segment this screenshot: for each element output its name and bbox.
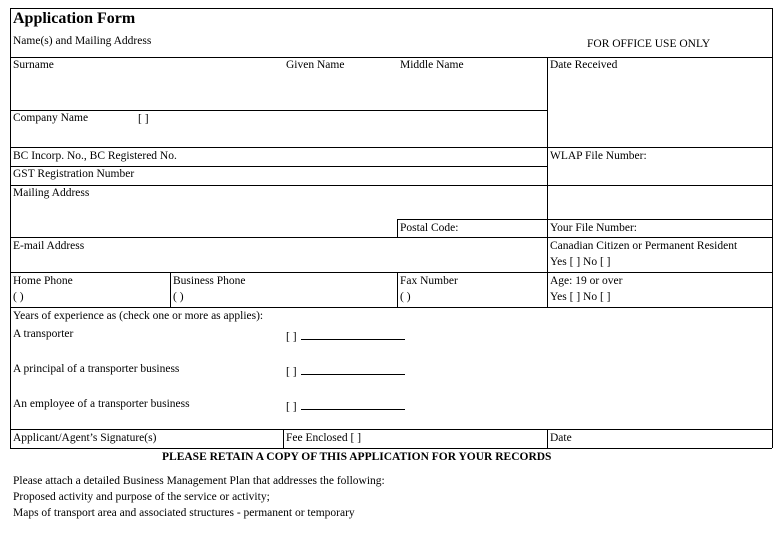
email-field[interactable]: E-mail Address: [13, 240, 85, 252]
row-line: [10, 166, 547, 167]
attach-note: Please attach a detailed Business Management Plan that addresses the following:: [13, 475, 385, 487]
years-blank[interactable]: [301, 399, 405, 410]
middle-name-field[interactable]: Middle Name: [400, 59, 464, 71]
row-line: [10, 57, 772, 58]
company-checkbox[interactable]: [ ]: [138, 113, 149, 125]
row-line: [10, 429, 772, 430]
citizen-label: Canadian Citizen or Permanent Resident: [550, 240, 738, 252]
checkbox-text: [ ]: [286, 366, 297, 378]
your-file-field[interactable]: Your File Number:: [550, 222, 638, 234]
transporter-checkbox[interactable]: [286, 329, 405, 344]
employee-checkbox[interactable]: [286, 399, 405, 414]
row-line: [10, 147, 772, 148]
office-use-label: FOR OFFICE USE ONLY: [587, 38, 711, 50]
form-border-top: [10, 8, 772, 9]
citizen-yes-no[interactable]: Yes [ ] No [ ]: [550, 256, 611, 268]
postal-code-field[interactable]: Postal Code:: [400, 222, 459, 234]
years-blank[interactable]: [301, 329, 405, 340]
principal-label: A principal of a transporter business: [13, 363, 180, 375]
date-field[interactable]: Date: [550, 432, 572, 444]
maps-note: Maps of transport area and associated structures - permanent or temporary: [13, 507, 355, 519]
transporter-label: A transporter: [13, 328, 74, 340]
wlap-file-label: WLAP File Number:: [550, 150, 647, 162]
age-yes-no[interactable]: Yes [ ] No [ ]: [550, 291, 611, 303]
home-phone-area[interactable]: ( ): [13, 291, 24, 303]
age-label: Age: 19 or over: [550, 275, 623, 287]
row-line: [397, 219, 772, 220]
home-phone-field[interactable]: Home Phone: [13, 275, 73, 287]
bc-incorp-field[interactable]: BC Incorp. No., BC Registered No.: [13, 150, 177, 162]
col-line: [547, 57, 548, 307]
row-line: [10, 110, 547, 111]
row-line: [10, 185, 772, 186]
years-blank[interactable]: [301, 364, 405, 375]
fax-field[interactable]: Fax Number: [400, 275, 458, 287]
date-received-label: Date Received: [550, 59, 618, 71]
col-line: [283, 429, 284, 448]
col-line: [170, 272, 171, 307]
given-name-field[interactable]: Given Name: [286, 59, 345, 71]
form-border-left: [10, 8, 11, 448]
form-border-right: [772, 8, 773, 448]
fee-enclosed[interactable]: Fee Enclosed [ ]: [286, 432, 362, 444]
form-border-bottom: [10, 448, 772, 449]
business-phone-area[interactable]: ( ): [173, 291, 184, 303]
mailing-address-field[interactable]: Mailing Address: [13, 187, 90, 199]
col-line: [397, 272, 398, 307]
retain-notice: PLEASE RETAIN A COPY OF THIS APPLICATION FOR YOUR RECORDS: [162, 451, 552, 463]
business-phone-field[interactable]: Business Phone: [173, 275, 246, 287]
employee-label: An employee of a transporter business: [13, 398, 190, 410]
row-line: [10, 272, 772, 273]
form-title: Application Form: [13, 10, 136, 27]
col-line: [547, 429, 548, 448]
fax-area[interactable]: ( ): [400, 291, 411, 303]
names-address-label: Name(s) and Mailing Address: [13, 35, 152, 47]
company-name-field[interactable]: Company Name: [13, 112, 89, 124]
signature-field[interactable]: Applicant/Agent’s Signature(s): [13, 432, 157, 444]
col-line: [397, 219, 398, 237]
surname-field[interactable]: Surname: [13, 59, 54, 71]
checkbox-text: [ ]: [286, 401, 297, 413]
checkbox-text: [ ]: [286, 331, 297, 343]
row-line: [10, 237, 772, 238]
experience-label: Years of experience as (check one or more as applies):: [13, 310, 264, 322]
activity-note: Proposed activity and purpose of the service or activity;: [13, 491, 270, 503]
gst-field[interactable]: GST Registration Number: [13, 168, 135, 180]
row-line: [10, 307, 772, 308]
principal-checkbox[interactable]: [286, 364, 405, 379]
